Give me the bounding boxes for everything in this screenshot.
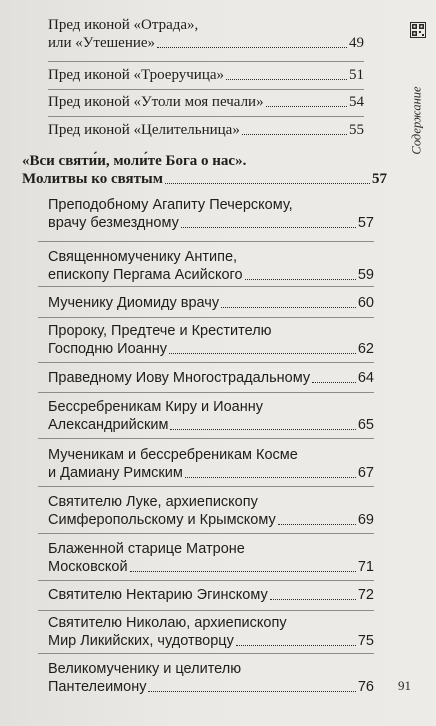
dot-leader bbox=[278, 523, 356, 525]
entry-title: Святителю Нектарию Эгинскому bbox=[48, 587, 268, 603]
dot-leader bbox=[130, 570, 356, 572]
toc-entry bbox=[48, 446, 374, 482]
dot-leader bbox=[221, 306, 356, 308]
dot-leader bbox=[170, 428, 355, 430]
separator bbox=[48, 116, 364, 117]
entry-line: Преподобному Агапиту Печерскому, bbox=[48, 197, 293, 213]
entry-title: Симферопольскому и Крымскому bbox=[48, 512, 276, 528]
entry-title: Пред иконой «Утоли моя печали» bbox=[48, 94, 264, 110]
toc-entry bbox=[48, 66, 364, 84]
separator bbox=[38, 317, 374, 318]
dot-leader bbox=[165, 182, 370, 184]
entry-line: Святителю Николаю, архиепископу bbox=[48, 615, 287, 631]
toc-entry bbox=[48, 586, 374, 604]
entry-line: Пред иконой «Отрада», bbox=[48, 17, 199, 33]
toc-entry bbox=[48, 369, 374, 387]
entry-page: 57 bbox=[372, 171, 387, 187]
entry-page: 51 bbox=[349, 67, 364, 83]
dot-leader bbox=[169, 352, 356, 354]
dot-leader bbox=[181, 226, 356, 228]
separator bbox=[38, 610, 374, 611]
dot-leader bbox=[226, 78, 347, 80]
dot-leader bbox=[148, 690, 355, 692]
toc-entry bbox=[48, 614, 374, 650]
entry-title: Пантелеимону bbox=[48, 679, 147, 695]
separator bbox=[38, 438, 374, 439]
toc-entry bbox=[48, 196, 374, 232]
page-number: 91 bbox=[398, 678, 411, 693]
entry-title: Мученику Диомиду врачу bbox=[48, 295, 220, 311]
entry-page: 57 bbox=[357, 215, 374, 231]
entry-title: и Дамиану Римским bbox=[48, 465, 183, 481]
running-head bbox=[403, 60, 431, 180]
entry-line: «Вси святи́и, моли́те Бога о нас». bbox=[22, 153, 247, 169]
toc-entry bbox=[48, 294, 374, 312]
toc-entry bbox=[48, 322, 374, 358]
separator bbox=[38, 362, 374, 363]
entry-line: Бессребреникам Киру и Иоанну bbox=[48, 399, 263, 415]
entry-title: или «Утешение» bbox=[48, 35, 156, 51]
dot-leader bbox=[242, 133, 347, 135]
separator bbox=[48, 61, 364, 62]
separator bbox=[48, 89, 364, 90]
separator bbox=[38, 241, 374, 242]
entry-page: 71 bbox=[357, 559, 374, 575]
toc-entry bbox=[48, 493, 374, 529]
entry-page: 60 bbox=[357, 295, 374, 311]
ornament-icon bbox=[410, 22, 426, 38]
entry-page: 54 bbox=[349, 94, 364, 110]
entry-title: Пред иконой «Троеручица» bbox=[48, 67, 225, 83]
toc-entry bbox=[48, 93, 364, 111]
entry-page: 72 bbox=[357, 587, 374, 603]
entry-title: врачу безмездному bbox=[48, 215, 179, 231]
entry-line: Блаженной старице Матроне bbox=[48, 541, 245, 557]
entry-line: Священномученику Антипе, bbox=[48, 249, 238, 265]
entry-line: Великомученику и целителю bbox=[48, 661, 242, 677]
dot-leader bbox=[312, 381, 356, 383]
dot-leader bbox=[266, 105, 347, 107]
entry-title: Мир Ликийских, чудотворцу bbox=[48, 633, 234, 649]
dot-leader bbox=[157, 46, 347, 48]
separator bbox=[38, 392, 374, 393]
entry-title: Московской bbox=[48, 559, 128, 575]
entry-title: Александрийским bbox=[48, 417, 169, 433]
section-heading bbox=[22, 152, 387, 188]
entry-title: Праведному Иову Многострадальному bbox=[48, 370, 311, 386]
entry-page: 49 bbox=[349, 35, 364, 51]
separator bbox=[38, 653, 374, 654]
entry-title: Молитвы ко святым bbox=[22, 171, 163, 187]
entry-page: 64 bbox=[357, 370, 374, 386]
toc-entry bbox=[48, 121, 364, 139]
entry-page: 55 bbox=[349, 122, 364, 138]
dot-leader bbox=[185, 476, 356, 478]
entry-page: 67 bbox=[357, 465, 374, 481]
entry-line: Пророку, Предтече и Крестителю bbox=[48, 323, 272, 339]
entry-title: Пред иконой «Целительница» bbox=[48, 122, 240, 138]
entry-line: Мученикам и бессребреникам Косме bbox=[48, 447, 298, 463]
separator bbox=[38, 286, 374, 287]
toc-entry bbox=[48, 248, 374, 284]
toc-entry bbox=[48, 16, 364, 52]
separator bbox=[38, 486, 374, 487]
entry-page: 76 bbox=[357, 679, 374, 695]
toc-entry bbox=[48, 398, 374, 434]
toc-entry bbox=[48, 660, 374, 696]
separator bbox=[38, 533, 374, 534]
dot-leader bbox=[236, 644, 356, 646]
entry-page: 69 bbox=[357, 512, 374, 528]
separator bbox=[38, 580, 374, 581]
dot-leader bbox=[270, 598, 356, 600]
entry-page: 59 bbox=[357, 267, 374, 283]
entry-page: 62 bbox=[357, 341, 374, 357]
entry-page: 65 bbox=[357, 417, 374, 433]
entry-page: 75 bbox=[357, 633, 374, 649]
entry-title: Господню Иоанну bbox=[48, 341, 167, 357]
entry-line: Святителю Луке, архиепископу bbox=[48, 494, 258, 510]
entry-title: епископу Пергама Асийского bbox=[48, 267, 243, 283]
running-head-text: Содержание bbox=[409, 85, 424, 155]
toc-entry bbox=[48, 540, 374, 576]
dot-leader bbox=[245, 278, 356, 280]
